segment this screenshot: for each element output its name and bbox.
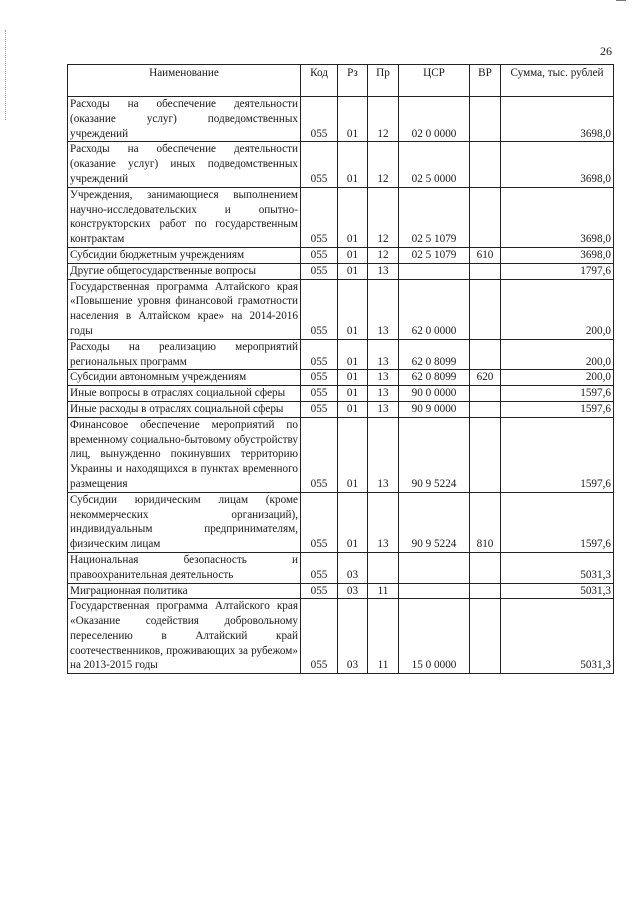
cell-sum: 3698,0 <box>501 247 614 263</box>
cell-kod: 055 <box>301 370 338 386</box>
header-csr: ЦСР <box>399 65 470 97</box>
cell-sum: 1597,6 <box>501 401 614 417</box>
cell-vr <box>470 599 501 674</box>
cell-csr: 02 5 1079 <box>399 247 470 263</box>
cell-sum: 1797,6 <box>501 263 614 279</box>
cell-sum: 1597,6 <box>501 492 614 552</box>
cell-pr: 13 <box>368 263 399 279</box>
cell-csr <box>399 263 470 279</box>
page-number: 26 <box>600 44 612 58</box>
cell-pr: 11 <box>368 583 399 599</box>
table-row <box>68 386 614 402</box>
header-name: Наименование <box>68 65 301 97</box>
cell-name: Миграционная политика <box>68 583 301 599</box>
cell-vr <box>470 552 501 583</box>
cell-csr <box>399 583 470 599</box>
cell-pr: 13 <box>368 339 399 370</box>
table-row <box>68 552 614 583</box>
header-vr: ВР <box>470 65 501 97</box>
scan-margin-marks <box>5 30 7 120</box>
cell-csr: 15 0 0000 <box>399 599 470 674</box>
table-body <box>68 97 614 674</box>
cell-vr <box>470 279 501 339</box>
cell-sum: 200,0 <box>501 279 614 339</box>
cell-rz: 01 <box>338 492 368 552</box>
table-row <box>68 339 614 370</box>
cell-sum: 1597,6 <box>501 417 614 492</box>
table-row <box>68 492 614 552</box>
cell-csr: 90 9 5224 <box>399 492 470 552</box>
cell-rz: 01 <box>338 247 368 263</box>
cell-sum: 200,0 <box>501 339 614 370</box>
cell-pr: 12 <box>368 142 399 187</box>
table-row <box>68 247 614 263</box>
cell-csr: 90 9 5224 <box>399 417 470 492</box>
cell-pr: 13 <box>368 279 399 339</box>
cell-vr <box>470 401 501 417</box>
cell-kod: 055 <box>301 279 338 339</box>
cell-kod: 055 <box>301 263 338 279</box>
cell-kod: 055 <box>301 401 338 417</box>
cell-name: Расходы на реализацию мероприятий региональных программ <box>68 339 301 370</box>
cell-kod: 055 <box>301 386 338 402</box>
table-row <box>68 583 614 599</box>
table-row <box>68 401 614 417</box>
cell-csr <box>399 552 470 583</box>
table-row <box>68 263 614 279</box>
cell-kod: 055 <box>301 142 338 187</box>
cell-sum: 3698,0 <box>501 97 614 142</box>
header-rz: Рз <box>338 65 368 97</box>
header-sum: Сумма, тыс. рублей <box>501 65 614 97</box>
cell-csr: 02 0 0000 <box>399 97 470 142</box>
cell-pr: 13 <box>368 417 399 492</box>
cell-rz: 03 <box>338 583 368 599</box>
cell-name: Расходы на обеспечение деятельности (оказание услуг) иных подведомственных учреждений <box>68 142 301 187</box>
cell-kod: 055 <box>301 187 338 247</box>
cell-pr: 13 <box>368 401 399 417</box>
cell-rz: 01 <box>338 263 368 279</box>
cell-pr: 12 <box>368 187 399 247</box>
cell-vr <box>470 583 501 599</box>
cell-csr: 62 0 8099 <box>399 370 470 386</box>
cell-sum: 5031,3 <box>501 599 614 674</box>
cell-csr: 62 0 0000 <box>399 279 470 339</box>
cell-name: Иные вопросы в отраслях социальной сферы <box>68 386 301 402</box>
cell-sum: 5031,3 <box>501 552 614 583</box>
cell-csr: 90 0 0000 <box>399 386 470 402</box>
cell-name: Расходы на обеспечение деятельности (оказание услуг) подведомственных учреждений <box>68 97 301 142</box>
cell-kod: 055 <box>301 583 338 599</box>
cell-vr <box>470 339 501 370</box>
cell-pr: 13 <box>368 492 399 552</box>
cell-name: Финансовое обеспечение мероприятий по временному социально-бытовому обустройству лиц, вынужденно покинувших территорию Украины и находящихся в пунктах временного размещения <box>68 417 301 492</box>
cell-name: Государственная программа Алтайского края «Оказание содействия добровольному переселению в Алтайский край соотечественников, проживающих за рубежом» на 2013-2015 годы <box>68 599 301 674</box>
cell-rz: 01 <box>338 279 368 339</box>
table-row <box>68 142 614 187</box>
cell-vr <box>470 97 501 142</box>
cell-name: Государственная программа Алтайского края «Повышение уровня финансовой грамотности населения в Алтайском крае» на 2014-2016 годы <box>68 279 301 339</box>
cell-pr: 13 <box>368 386 399 402</box>
cell-vr: 810 <box>470 492 501 552</box>
cell-vr <box>470 142 501 187</box>
cell-rz: 01 <box>338 187 368 247</box>
cell-kod: 055 <box>301 339 338 370</box>
header-pr: Пр <box>368 65 399 97</box>
cell-pr: 11 <box>368 599 399 674</box>
cell-rz: 01 <box>338 370 368 386</box>
table-row <box>68 599 614 674</box>
cell-kod: 055 <box>301 552 338 583</box>
cell-sum: 3698,0 <box>501 187 614 247</box>
cell-vr <box>470 263 501 279</box>
cell-name: Иные расходы в отраслях социальной сферы <box>68 401 301 417</box>
cell-sum: 200,0 <box>501 370 614 386</box>
cell-csr: 62 0 8099 <box>399 339 470 370</box>
cell-kod: 055 <box>301 417 338 492</box>
table-row <box>68 370 614 386</box>
cell-kod: 055 <box>301 97 338 142</box>
cell-sum: 5031,3 <box>501 583 614 599</box>
scan-mark <box>616 0 626 1</box>
cell-kod: 055 <box>301 492 338 552</box>
cell-csr: 02 5 0000 <box>399 142 470 187</box>
budget-table <box>67 64 614 674</box>
cell-rz: 03 <box>338 599 368 674</box>
cell-rz: 01 <box>338 417 368 492</box>
cell-vr <box>470 187 501 247</box>
cell-pr <box>368 552 399 583</box>
table-row <box>68 279 614 339</box>
cell-sum: 3698,0 <box>501 142 614 187</box>
cell-sum: 1597,6 <box>501 386 614 402</box>
cell-pr: 12 <box>368 247 399 263</box>
cell-csr: 90 9 0000 <box>399 401 470 417</box>
cell-rz: 01 <box>338 339 368 370</box>
cell-vr <box>470 417 501 492</box>
cell-name: Субсидии автономным учреждениям <box>68 370 301 386</box>
cell-rz: 01 <box>338 142 368 187</box>
cell-rz: 03 <box>338 552 368 583</box>
cell-rz: 01 <box>338 386 368 402</box>
header-kod: Код <box>301 65 338 97</box>
cell-rz: 01 <box>338 97 368 142</box>
table-row <box>68 417 614 492</box>
cell-name: Национальная безопасность и правоохранительная деятельность <box>68 552 301 583</box>
cell-name: Субсидии бюджетным учреждениям <box>68 247 301 263</box>
cell-name: Другие общегосударственные вопросы <box>68 263 301 279</box>
cell-csr: 02 5 1079 <box>399 187 470 247</box>
table-header-row <box>68 65 614 97</box>
cell-name: Учреждения, занимающиеся выполнением научно-исследовательских и опытно-конструкторских работ по государственным контрактам <box>68 187 301 247</box>
cell-kod: 055 <box>301 247 338 263</box>
cell-vr: 610 <box>470 247 501 263</box>
cell-rz: 01 <box>338 401 368 417</box>
cell-vr <box>470 386 501 402</box>
cell-pr: 12 <box>368 97 399 142</box>
cell-pr: 13 <box>368 370 399 386</box>
cell-name: Субсидии юридическим лицам (кроме некоммерческих организаций), индивидуальным предпринимателям, физическим лицам <box>68 492 301 552</box>
table-row <box>68 97 614 142</box>
cell-vr: 620 <box>470 370 501 386</box>
table-row <box>68 187 614 247</box>
cell-kod: 055 <box>301 599 338 674</box>
